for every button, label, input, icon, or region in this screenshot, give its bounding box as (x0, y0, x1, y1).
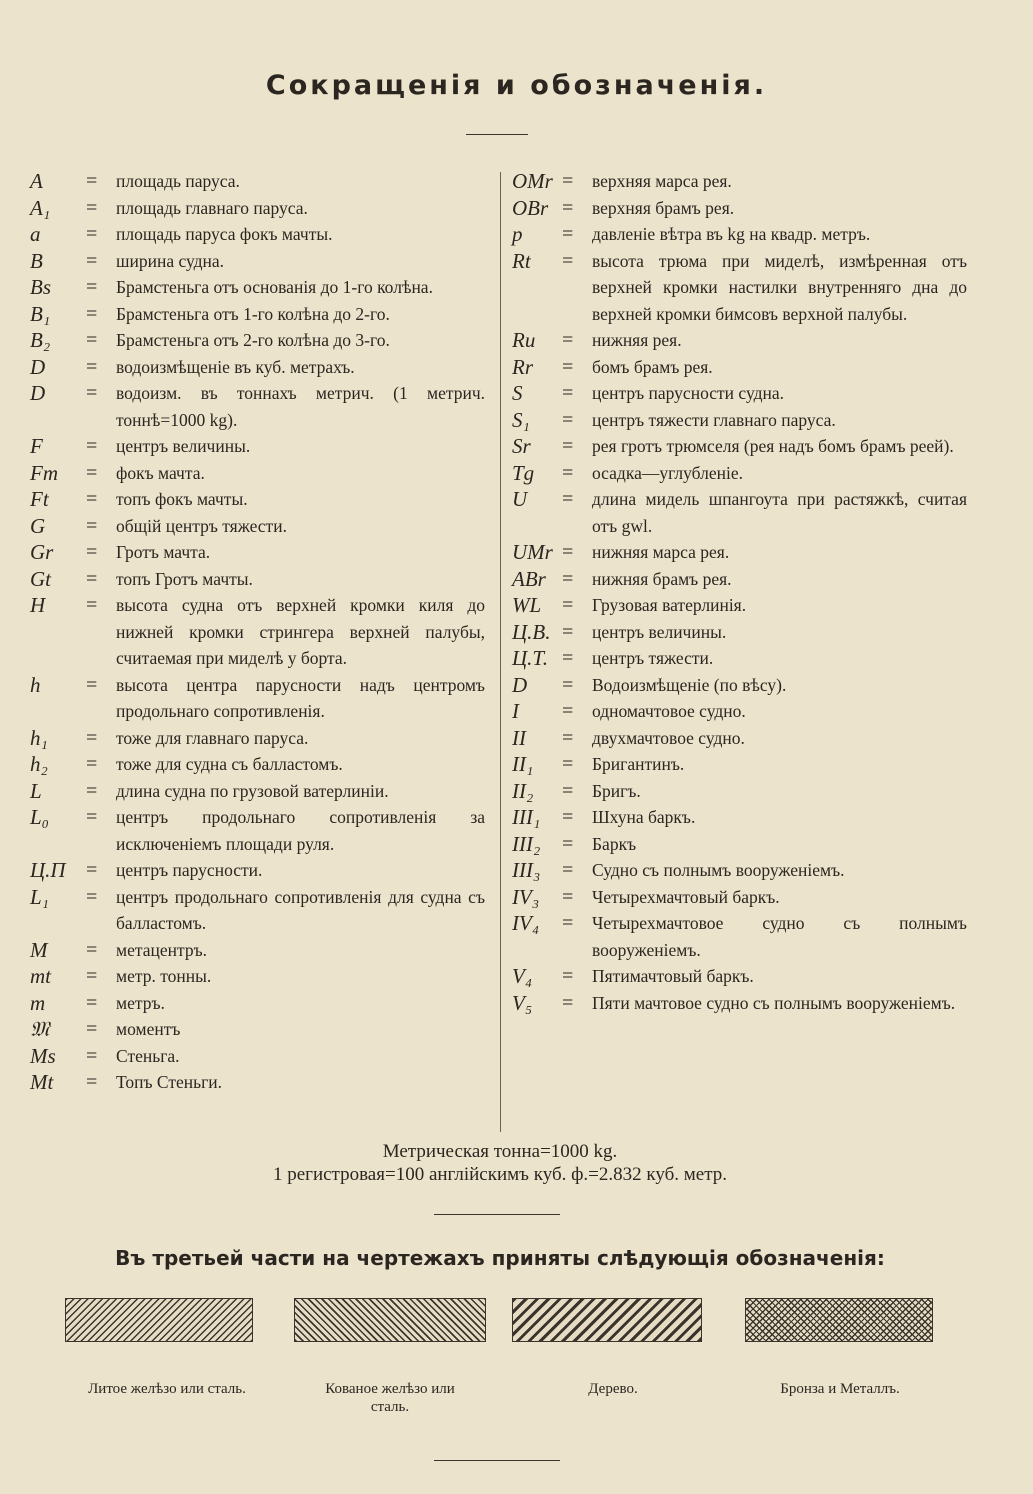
abbreviation-symbol: UMr (512, 540, 553, 564)
abbreviation-entry (30, 990, 485, 1017)
section-divider (434, 1214, 560, 1215)
abbreviation-entry (30, 725, 485, 752)
abbreviation-entry (30, 513, 485, 540)
abbreviation-entry (512, 725, 967, 752)
equals-sign: = (86, 1018, 98, 1040)
abbreviation-definition: топъ Гротъ мачты. (116, 568, 253, 589)
abbreviation-symbol: I (512, 699, 519, 723)
abbreviation-definition: рея гротъ трюмселя (рея надъ бомъ брамъ реей). (592, 436, 954, 456)
abbreviation-entry (30, 672, 485, 725)
equals-sign: = (86, 753, 98, 775)
abbreviation-definition: Грузовая ватерлинія. (592, 595, 747, 615)
abbreviation-symbol: D (30, 354, 46, 379)
abbreviation-definition: метацентръ. (116, 939, 208, 960)
abbreviation-definition: Баркъ (592, 833, 637, 854)
abbreviation-definition: Пяти мачтовое судно съ полнымъ вооруженіемъ. (592, 992, 956, 1013)
equals-sign: = (86, 1071, 98, 1093)
equals-sign: = (562, 355, 574, 378)
material-caption-cast-iron: Литое желѣзо или сталь. (88, 1381, 246, 1397)
abbreviation-symbol: Ц.Т. (512, 646, 549, 670)
material-caption-wood: Дерево. (588, 1381, 638, 1397)
abbreviation-symbol: 𝔐 (30, 1017, 50, 1041)
abbreviation-entry (30, 274, 485, 301)
abbreviation-definition: центръ продольнаго сопротивленія за исключеніемъ площади руля. (116, 807, 485, 854)
abbreviation-entry (512, 221, 967, 248)
abbreviation-symbol: II (512, 725, 526, 750)
wrought-iron-hatch-swatch (294, 1298, 486, 1342)
abbreviation-definition: моментъ (116, 1019, 181, 1039)
abbreviation-definition: Бригантинъ. (592, 754, 685, 774)
equals-sign: = (562, 806, 574, 828)
equals-sign: = (562, 488, 574, 510)
abbreviation-entry (512, 566, 967, 593)
abbreviation-symbol: h (30, 672, 41, 697)
equals-sign: = (562, 885, 574, 908)
equals-sign: = (86, 249, 98, 272)
abbreviations-left-column (30, 168, 485, 1096)
abbreviation-entry (30, 884, 485, 937)
equals-sign: = (86, 276, 98, 298)
abbreviation-definition: давленіе вѣтра въ kg на квадр. метръ. (592, 224, 871, 244)
abbreviation-symbol: Mt (30, 1070, 54, 1094)
abbreviation-definition: Брамстеньга отъ 1-го колѣна до 2-го. (116, 303, 390, 324)
equals-sign: = (86, 170, 98, 192)
equals-sign: = (86, 488, 98, 510)
equals-sign: = (86, 567, 98, 590)
abbreviation-definition: площадь главнаго паруса. (116, 197, 308, 218)
abbreviation-entry (512, 804, 967, 831)
equals-sign: = (562, 196, 574, 219)
abbreviation-entry (30, 460, 485, 487)
abbreviation-entry (30, 963, 485, 990)
abbreviation-symbol: B₁ (30, 301, 51, 326)
equals-sign: = (562, 912, 574, 934)
equals-sign: = (562, 594, 574, 616)
abbreviation-entry (512, 168, 967, 195)
abbreviation-definition: одномачтовое судно. (592, 701, 746, 721)
equals-sign: = (86, 991, 98, 1014)
material-caption-bronze-metal: Бронза и Металлъ. (780, 1381, 900, 1397)
equals-sign: = (562, 753, 574, 775)
abbreviation-definition: Гротъ мачта. (116, 542, 211, 562)
abbreviation-symbol: G (30, 513, 46, 538)
abbreviation-symbol: V₄ (512, 964, 533, 988)
abbreviation-definition: Судно съ полнымъ вооруженіемъ. (592, 860, 845, 880)
register-ton-note: 1 регистровая=100 англійскимъ куб. ф.=2.832 куб. метр. (272, 1164, 728, 1185)
abbreviation-symbol: Gt (30, 566, 51, 591)
equals-sign: = (86, 1044, 98, 1067)
abbreviation-symbol: S₁ (512, 407, 530, 432)
equals-sign: = (86, 461, 98, 484)
equals-sign: = (86, 673, 98, 696)
abbreviation-entry (512, 354, 967, 381)
abbreviation-definition: фокъ мачта. (116, 462, 205, 483)
abbreviation-entry (30, 1043, 485, 1070)
equals-sign: = (562, 435, 574, 457)
abbreviation-entry (512, 460, 967, 487)
equals-sign: = (562, 541, 574, 563)
abbreviation-definition: нижняя марса рея. (592, 542, 730, 562)
abbreviation-definition: центръ продольнаго сопротивленія для судна съ балластомъ. (116, 886, 485, 933)
abbreviation-entry (30, 433, 485, 460)
abbreviation-symbol: L₀ (30, 805, 49, 829)
abbreviation-symbol: L (30, 778, 42, 803)
abbreviation-definition: метръ. (116, 992, 165, 1013)
abbreviation-symbol: U (512, 487, 528, 511)
drawing-symbols-heading: Въ третьей части на чертежахъ приняты слѣдующія обозначенія: (115, 1246, 885, 1270)
abbreviation-symbol: M (30, 937, 48, 962)
abbreviation-definition: площадь паруса. (116, 171, 240, 191)
abbreviation-definition: общій центръ тяжести. (116, 515, 287, 536)
abbreviation-entry (512, 778, 967, 805)
abbreviation-symbol: II₁ (512, 752, 534, 776)
abbreviation-definition: площадь паруса фокъ мачты. (116, 224, 333, 244)
abbreviation-entry (512, 433, 967, 460)
abbreviation-definition: центръ парусности. (116, 860, 263, 880)
equals-sign: = (562, 673, 574, 696)
abbreviations-right-column (512, 168, 967, 1016)
abbreviation-symbol: p (512, 222, 523, 246)
abbreviation-entry (30, 486, 485, 513)
abbreviation-definition: водоизмѣщеніе въ куб. метрахъ. (116, 356, 355, 377)
bottom-divider (434, 1460, 560, 1461)
abbreviation-symbol: Rr (512, 354, 533, 379)
abbreviation-definition: Четырехмачтовое судно съ полнымъ вооруженіемъ. (592, 913, 967, 960)
abbreviation-definition: двухмачтовое судно. (592, 727, 745, 748)
abbreviation-symbol: H (30, 593, 46, 617)
title-divider (466, 134, 528, 135)
abbreviation-definition: Топъ Стеньги. (116, 1072, 223, 1092)
equals-sign: = (86, 355, 98, 378)
equals-sign: = (86, 435, 98, 457)
abbreviation-entry (512, 619, 967, 646)
abbreviation-entry (30, 248, 485, 275)
abbreviation-entry (30, 1016, 485, 1043)
equals-sign: = (86, 514, 98, 537)
equals-sign: = (86, 541, 98, 563)
abbreviation-symbol: L₁ (30, 884, 49, 909)
abbreviation-symbol: III₃ (512, 858, 541, 882)
abbreviation-symbol: Ц.П (30, 858, 66, 882)
abbreviation-definition: центръ величины. (592, 621, 727, 642)
metric-ton-note: Метрическая тонна=1000 kg. (382, 1141, 618, 1162)
abbreviation-symbol: IV₄ (512, 911, 540, 935)
equals-sign: = (562, 726, 574, 749)
abbreviation-symbol: F (30, 434, 43, 458)
abbreviation-entry (512, 407, 967, 434)
column-divider (500, 172, 501, 1132)
abbreviation-entry (512, 751, 967, 778)
equals-sign: = (86, 885, 98, 908)
abbreviation-entry (512, 380, 967, 407)
equals-sign: = (86, 965, 98, 987)
abbreviation-definition: высота центра парусности надъ центромъ продольнаго сопротивленія. (116, 674, 485, 721)
abbreviation-symbol: Tg (512, 460, 535, 485)
abbreviation-symbol: Ft (30, 487, 49, 511)
abbreviation-symbol: OMr (512, 169, 553, 193)
abbreviation-symbol: D (512, 672, 528, 697)
abbreviation-symbol: Ms (30, 1043, 56, 1068)
abbreviation-symbol: III₁ (512, 805, 541, 829)
abbreviation-definition: центръ парусности судна. (592, 383, 785, 403)
abbreviation-entry (512, 963, 967, 990)
abbreviation-entry (30, 380, 485, 433)
equals-sign: = (86, 726, 98, 749)
abbreviation-entry (30, 301, 485, 328)
abbreviation-entry (30, 168, 485, 195)
equals-sign: = (86, 329, 98, 351)
abbreviation-symbol: S (512, 381, 523, 405)
abbreviation-definition: тоже для главнаго паруса. (116, 727, 309, 748)
abbreviation-entry (30, 1069, 485, 1096)
equals-sign: = (562, 408, 574, 431)
abbreviation-definition: нижняя брамъ рея. (592, 568, 732, 589)
abbreviation-entry (512, 831, 967, 858)
equals-sign: = (86, 302, 98, 325)
abbreviation-definition: высота судна отъ верхней кромки киля до нижней кромки стрингера верхней палубы, считаемая при миделѣ у борта. (116, 595, 485, 668)
abbreviation-entry (30, 354, 485, 381)
abbreviation-entry (30, 804, 485, 857)
abbreviation-symbol: II₂ (512, 778, 534, 803)
abbreviation-definition: Бригъ. (592, 780, 641, 801)
abbreviation-entry (30, 327, 485, 354)
abbreviation-symbol: IV₃ (512, 884, 540, 909)
abbreviation-definition: осадка—углубленіе. (592, 462, 743, 483)
equals-sign: = (562, 647, 574, 669)
abbreviation-entry (512, 327, 967, 354)
abbreviation-definition: центръ величины. (116, 436, 251, 456)
material-caption-wrought-iron: Кованое желѣзо или сталь. (325, 1381, 455, 1415)
abbreviation-definition: Шхуна баркъ. (592, 807, 696, 827)
abbreviation-entry (512, 645, 967, 672)
equals-sign: = (86, 594, 98, 616)
abbreviation-definition: центръ тяжести главнаго паруса. (592, 409, 836, 430)
abbreviation-symbol: Ц.В. (512, 619, 551, 644)
equals-sign: = (562, 329, 574, 351)
equals-sign: = (562, 382, 574, 404)
equals-sign: = (562, 620, 574, 643)
abbreviation-symbol: Rt (512, 248, 531, 273)
abbreviation-symbol: Bs (30, 275, 51, 299)
abbreviation-definition: бомъ брамъ рея. (592, 356, 713, 377)
abbreviation-definition: верхняя брамъ рея. (592, 197, 735, 218)
equals-sign: = (86, 859, 98, 881)
abbreviation-definition: топъ фокъ мачты. (116, 489, 248, 509)
abbreviation-entry (512, 884, 967, 911)
abbreviation-definition: нижняя рея. (592, 330, 682, 350)
equals-sign: = (86, 223, 98, 245)
abbreviation-definition: Четырехмачтовый баркъ. (592, 886, 780, 907)
abbreviation-definition: центръ тяжести. (592, 648, 714, 668)
abbreviation-symbol: h₁ (30, 725, 48, 750)
abbreviation-symbol: V₅ (512, 990, 533, 1015)
equals-sign: = (562, 700, 574, 722)
abbreviation-symbol: ABr (512, 566, 546, 591)
abbreviation-entry (30, 566, 485, 593)
equals-sign: = (86, 382, 98, 404)
equals-sign: = (562, 832, 574, 855)
abbreviation-entry (30, 539, 485, 566)
abbreviation-entry (30, 778, 485, 805)
equals-sign: = (562, 965, 574, 987)
page-title: Сокращенія и обозначенія. (265, 70, 768, 101)
equals-sign: = (86, 196, 98, 219)
abbreviation-entry (30, 937, 485, 964)
abbreviation-definition: длина мидель шпангоута при растяжкѣ, считая отъ gwl. (592, 489, 967, 536)
abbreviation-entry (30, 592, 485, 672)
abbreviation-symbol: B₂ (30, 328, 51, 352)
abbreviation-symbol: Fm (30, 460, 58, 485)
abbreviation-entry (512, 592, 967, 619)
abbreviation-symbol: Ru (512, 328, 536, 352)
abbreviation-symbol: Gr (30, 540, 54, 564)
equals-sign: = (562, 859, 574, 881)
equals-sign: = (562, 567, 574, 590)
equals-sign: = (562, 779, 574, 802)
abbreviation-symbol: A (30, 169, 43, 193)
abbreviation-entry (512, 195, 967, 222)
abbreviation-symbol: a (30, 222, 41, 246)
abbreviation-entry (30, 195, 485, 222)
abbreviation-symbol: mt (30, 964, 51, 988)
abbreviation-symbol: h₂ (30, 752, 48, 776)
abbreviation-entry (30, 857, 485, 884)
abbreviation-definition: Пятимачтовый баркъ. (592, 966, 754, 986)
equals-sign: = (562, 223, 574, 245)
abbreviation-entry (512, 539, 967, 566)
abbreviation-entry (512, 910, 967, 963)
abbreviation-definition: водоизм. въ тоннахъ метрич. (1 метрич. тоннѣ=1000 kg). (116, 383, 485, 430)
abbreviation-definition: ширина судна. (116, 250, 225, 271)
abbreviation-symbol: OBr (512, 195, 549, 220)
abbreviation-definition: верхняя марса рея. (592, 171, 732, 191)
abbreviation-definition: метр. тонны. (116, 966, 212, 986)
equals-sign: = (86, 779, 98, 802)
equals-sign: = (562, 249, 574, 272)
abbreviation-definition: Брамстеньга отъ 2-го колѣна до 3-го. (116, 330, 390, 350)
cast-iron-hatch-swatch (65, 1298, 253, 1342)
abbreviation-definition: Водоизмѣщеніе (по вѣсу). (592, 674, 787, 695)
abbreviation-symbol: m (30, 990, 46, 1015)
equals-sign: = (562, 461, 574, 484)
bronze-metal-crosshatch-swatch (745, 1298, 933, 1342)
abbreviation-entry (512, 990, 967, 1017)
abbreviation-definition: Брамстеньга отъ основанія до 1-го колѣна. (116, 277, 433, 297)
abbreviation-entry (512, 486, 967, 539)
abbreviation-entry (512, 672, 967, 699)
abbreviation-entry (30, 221, 485, 248)
equals-sign: = (562, 991, 574, 1014)
abbreviation-entry (512, 857, 967, 884)
abbreviation-symbol: WL (512, 593, 542, 617)
abbreviation-definition: Стеньга. (116, 1045, 180, 1066)
abbreviation-entry (30, 751, 485, 778)
abbreviation-entry (512, 248, 967, 328)
abbreviation-definition: длина судна по грузовой ватерлиніи. (116, 780, 389, 801)
abbreviation-definition: высота трюма при миделѣ, измѣренная отъ верхней кромки настилки внутренняго дна до верхней кромки бимсовъ верхной палубы. (592, 250, 967, 324)
equals-sign: = (86, 806, 98, 828)
abbreviation-symbol: D (30, 381, 46, 405)
abbreviation-definition: тоже для судна съ балластомъ. (116, 754, 343, 774)
equals-sign: = (562, 170, 574, 192)
abbreviation-symbol: III₂ (512, 831, 541, 856)
equals-sign: = (86, 938, 98, 961)
wood-hatch-swatch (512, 1298, 702, 1342)
abbreviation-symbol: B (30, 248, 43, 273)
abbreviation-symbol: A₁ (30, 195, 51, 220)
abbreviation-symbol: Sr (512, 434, 531, 458)
abbreviation-entry (512, 698, 967, 725)
